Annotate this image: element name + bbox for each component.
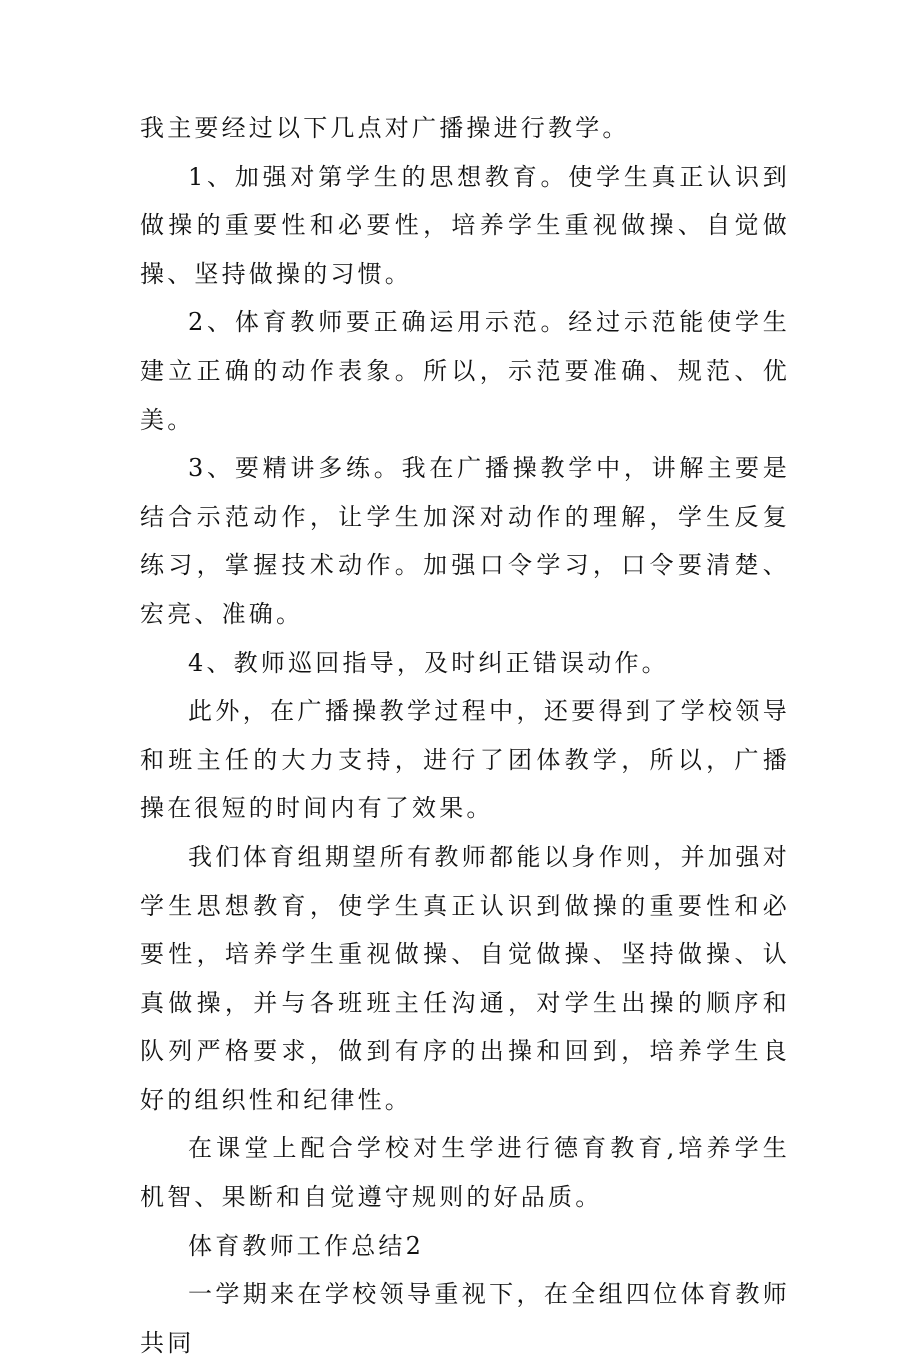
paragraph-support: 此外，在广播操教学过程中，还要得到了学校领导和班主任的大力支持，进行了团体教学，所以，广播操在很短的时间内有了效果。 — [140, 697, 790, 823]
paragraph-intro: 我主要经过以下几点对广播操进行教学。 — [140, 114, 630, 142]
paragraph-expectation: 我们体育组期望所有教师都能以身作则，并加强对学生思想教育，使学生真正认识到做操的重要性和必要性，培养学生重视做操、自觉做操、坚持做操、认真做操，并与各班班主任沟通，对学生出操的顺序和队列严格要求，做到有序的出操和回到，培养学生良好的组织性和纪律性。 — [140, 842, 790, 1114]
section-heading-summary-2: 体育教师工作总结2 — [188, 1231, 425, 1260]
paragraph-point-2: 2、体育教师要正确运用示范。经过示范能使学生建立正确的动作表象。所以，示范要准确、规范、优美。 — [140, 308, 790, 434]
paragraph-summary-start: 一学期来在学校领导重视下，在全组四位体育教师共同 — [140, 1280, 790, 1357]
paragraph-moral-education: 在课堂上配合学校对生学进行德育教育,培养学生机智、果断和自觉遵守规则的好品质。 — [140, 1134, 790, 1212]
paragraph-point-3: 3、要精讲多练。我在广播操教学中，讲解主要是结合示范动作，让学生加深对动作的理解，学生反复练习，掌握技术动作。加强口令学习，口令要清楚、宏亮、准确。 — [140, 454, 790, 628]
paragraph-point-4: 4、教师巡回指导，及时纠正错误动作。 — [188, 648, 669, 677]
document-body — [140, 104, 790, 1367]
paragraph-point-1: 1、加强对第学生的思想教育。使学生真正认识到做操的重要性和必要性，培养学生重视做操、自觉做操、坚持做操的习惯。 — [140, 162, 790, 288]
